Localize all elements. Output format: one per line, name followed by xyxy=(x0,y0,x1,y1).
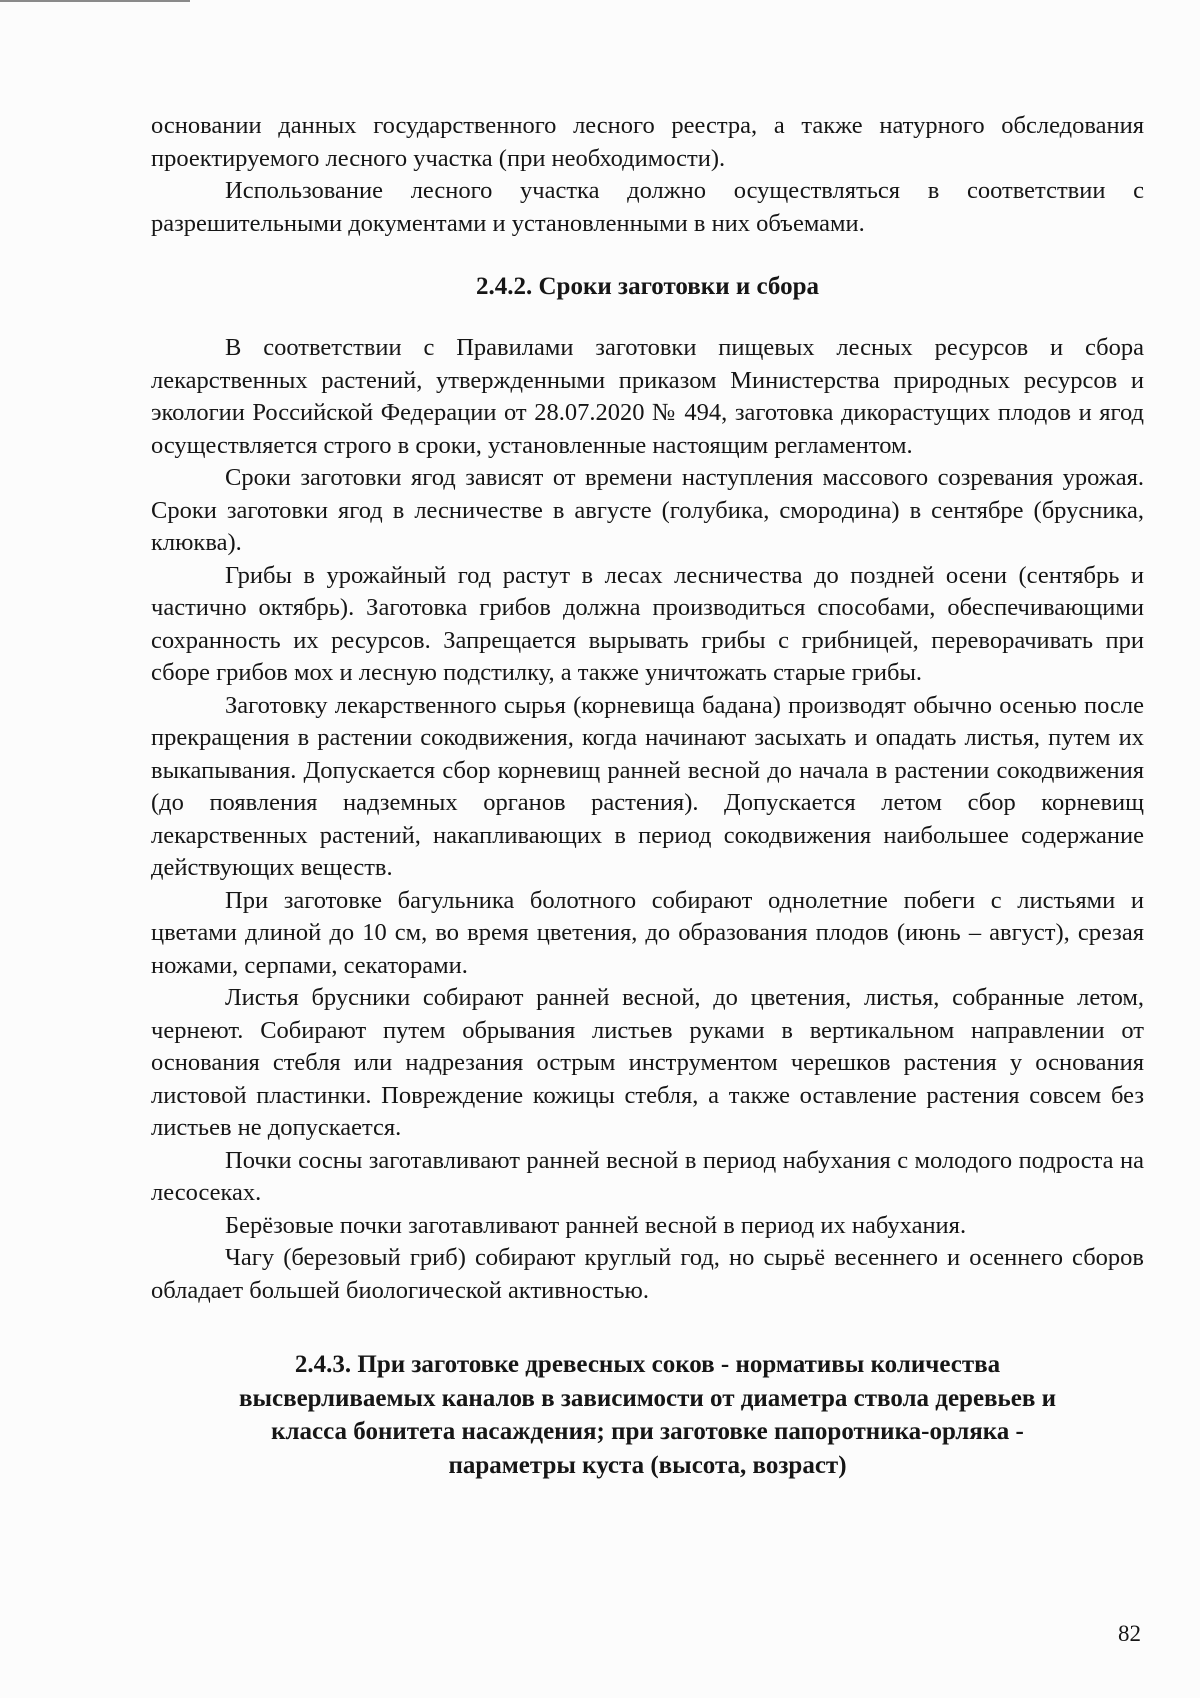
paragraph-ledum: При заготовке багульника болотного собирают однолетние побеги с листьями и цветами длиной до 10 см, во время цветения, до образования плодов (июнь – август), срезая ножами, серпами, секаторами. xyxy=(151,886,1144,979)
scan-edge-line xyxy=(0,0,190,2)
paragraph-pine-buds: Почки сосны заготавливают ранней весной в период набухания с молодого подроста на лесосеках. xyxy=(151,1146,1144,1206)
paragraph-land-use: Использование лесного участка должно осуществляться в соответствии с разрешительными документами и установленными в них объемами. xyxy=(151,177,1144,237)
paragraph-mushrooms: Грибы в урожайный год растут в лесах лесничества до поздней осени (сентябрь и частично октябрь). Заготовка грибов должна производиться способами, обеспечивающими сохранность их ресурсов. Запрещается вырывать грибы с грибницей, переворачивать при сборе грибов мох и лесную подстилку, а также уничтожать старые грибы. xyxy=(151,561,1144,686)
page-content xyxy=(151,110,1144,1482)
paragraph-rules: В соответствии с Правилами заготовки пищевых лесных ресурсов и сбора лекарственных растений, утвержденными приказом Министерства природных ресурсов и экологии Российской Федерации от 28.07.2020 № 494, заготовка дикорастущих плодов и ягод осуществляется строго в сроки, установленные настоящим регламентом. xyxy=(151,334,1144,459)
section-heading-2-4-2: 2.4.2. Сроки заготовки и сбора xyxy=(476,273,819,300)
paragraph-chaga: Чагу (березовый гриб) собирают круглый год, но сырьё весеннего и осеннего сборов обладает большей биологической активностью. xyxy=(151,1244,1144,1304)
page-number: 82 xyxy=(1118,1621,1141,1646)
section-heading-2-4-3: 2.4.3. При заготовке древесных соков - нормативы количества высверливаемых каналов в зависимости от диаметра ствола деревьев и класса бонитета насаждения; при заготовке папоротника-орляка - параметры куста (высота, возраст) xyxy=(238,1351,1057,1479)
paragraph-continuation: основании данных государственного лесного реестра, а также натурного обследования проектируемого лесного участка (при необходимости). xyxy=(151,112,1144,172)
paragraph-lingonberry-leaves: Листья брусники собирают ранней весной, до цветения, листья, собранные летом, чернеют. Собирают путем обрывания листьев руками в вертикальном направлении от основания стебля или надрезания острым инструментом черешков растения у основания листовой пластинки. Повреждение кожицы стебля, а также оставление растения совсем без листьев не допускается. xyxy=(151,984,1144,1141)
paragraph-medicinal-roots: Заготовку лекарственного сырья (корневища бадана) производят обычно осенью после прекращения в растении сокодвижения, когда начинают засыхать и опадать листья, путем их выкапывания. Допускается сбор корневищ ранней весной до начала в растении сокодвижения (до появления надземных органов растения). Допускается летом сбор корневищ лекарственных растений, накапливающих в период сокодвижения наибольшее содержание действующих веществ. xyxy=(151,691,1144,881)
paragraph-birch-buds: Берёзовые почки заготавливают ранней весной в период их набухания. xyxy=(225,1211,967,1239)
paragraph-berries: Сроки заготовки ягод зависят от времени наступления массового созревания урожая. Сроки заготовки ягод в лесничестве в августе (голубика, смородина) в сентябре (брусника, клюква). xyxy=(151,464,1144,556)
